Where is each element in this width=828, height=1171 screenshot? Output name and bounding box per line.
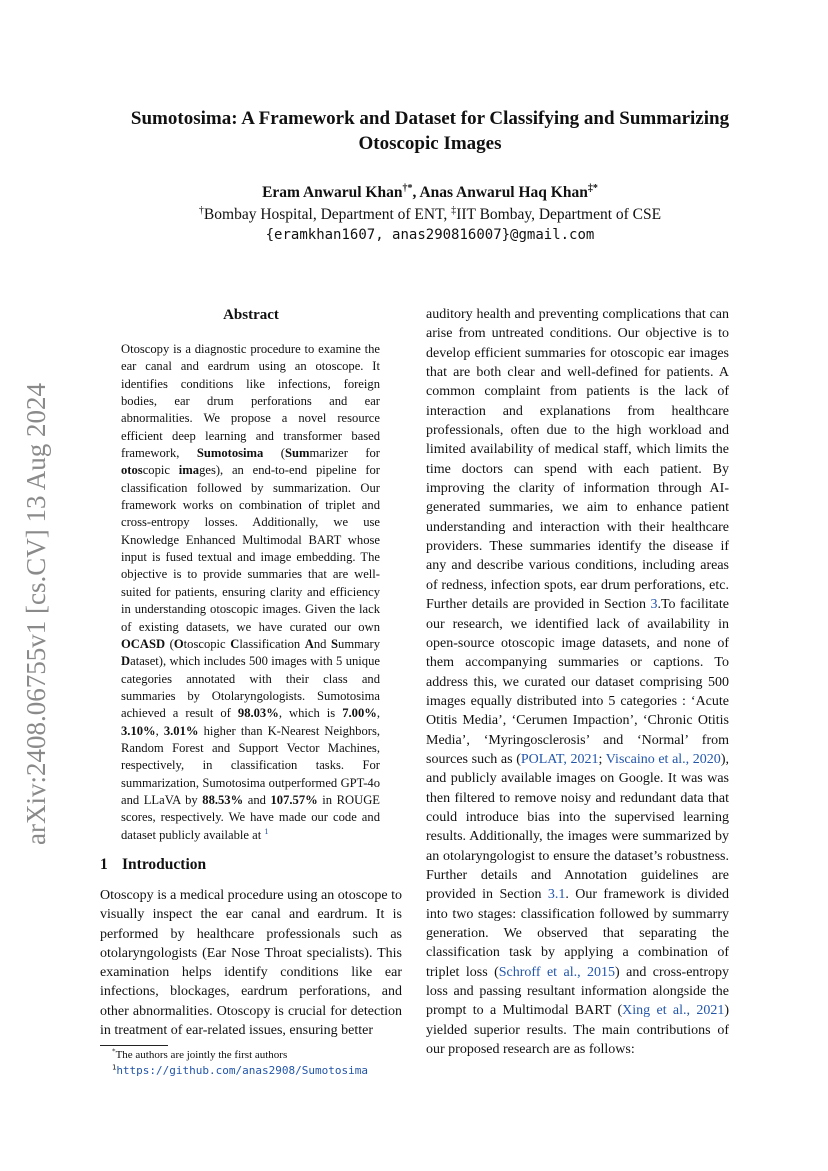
section-3-1-link[interactable]: 3.1 xyxy=(547,887,566,903)
affil-2: IIT Bombay, Department of CSE xyxy=(456,206,662,223)
affiliations xyxy=(80,206,780,224)
affil-1: Bombay Hospital, Department of ENT, xyxy=(203,206,452,223)
section-number: 1 xyxy=(100,856,108,873)
abstract-body: Otoscopy is a diagnostic procedure to examine the ear canal and eardrum using an otoscope. It identifies conditions like infections, foreign bodies, ear drum perforations and ear abnormalities. We propose a novel resource efficient deep learning and transformer based framework, Sumotosima (Summarizer for otoscopic images), an end-to-end pipeline for classification followed by summarization. Our framework works on combination of triplet and cross-entropy losses. Additionally, we use Knowledge Enhanced Multimodal BART whose input is fused textual and image embedding. The objective is to provide summaries that are well-suited for patients, ensuring clarity and efficiency in understanding otoscopic images. Given the lack of existing datasets, we have curated our own OCASD (Otoscopic Classification And Summary Dataset), which includes 500 images with 5 unique categories annotated with their class and summaries by Otolaryngologists. Sumotosima achieved a result of 98.03%, which is 7.00%, 3.10%, 3.01% higher than K-Nearest Neighbors, Random Forest and Support Vector Machines, respectively, in classification tasks. For summarization, Sumotosima outperformed GPT-4o and LLaVA by 88.53% and 107.57% in ROUGE scores, respectively. We have made our code and dataset publicly available at $^1$ xyxy=(121,342,381,842)
footnote-divider xyxy=(100,1045,168,1046)
section-3-link[interactable]: 3 xyxy=(650,597,658,613)
paper-title xyxy=(80,106,780,156)
affil-1-mark: † xyxy=(198,204,204,216)
footnote-1-link[interactable]: 1 xyxy=(264,826,269,836)
section-title: Introduction xyxy=(122,856,207,873)
citation-xing[interactable]: Xing et al., 2021 xyxy=(622,1003,725,1019)
arxiv-identifier-stamp: arXiv:2408.06755v1 [cs.CV] 13 Aug 2024 xyxy=(21,383,51,845)
title-line-2: Otoscopic Images xyxy=(358,133,502,154)
author-separator: , xyxy=(412,184,420,201)
author-emails: {eramkhan1607, anas290816007}@gmail.com xyxy=(265,227,595,243)
footnote-authors: *The authors are jointly the first authors xyxy=(112,1047,288,1061)
author-2-mark: ‡* xyxy=(587,182,598,194)
affil-2-mark: ‡ xyxy=(451,204,457,216)
right-column-text: auditory health and preventing complications that can arise from untreated conditions. Our objective is to develop efficient summaries for otoscopic ear images that are both clear and well-defined for patients. A common complaint from patients is the lack of interaction and explanations from healthcare professionals, often due to the high workload and limited availability of medical staff, which limits the time doctors can spend with each patient. By improving the clarity of information through AI-generated summaries, we aim to enhance patient understanding and interaction with their healthcare providers. These summaries identify the disease if any and describe various conditions, including areas of redness, infection spots, ear drum perforations, etc. Further details are provided in Section 3.To facilitate our research, we identified lack of availability in open-source otoscopic image datasets, and none of them accompanying summaries or captions. To address this, we curated our dataset comprising 500 images equally distributed into 5 categories : ‘Acute Otitis Media’, ‘Cerumen Impaction’, ‘Chronic Otitis Media’, ‘Myringosclerosis’ and ‘Normal’ from sources such as (POLAT, 2021; Viscaino et al., 2020), and publicly available images on Google. It was was then filtered to remove noisy and redundant data that could introduce bias into the supervised learning results. Additionally, the images were summarized by an otolaryngologist to ensure the dataset’s robustness. Further details and Annotation guidelines are provided in Section 3.1. Our framework is divided into two stages: classification followed by summarry generation. We observed that separating the classification task by applying a combination of triplet loss (Schroff et al., 2015) and cross-entropy loss and passing resultant information alongside the prompt to a Multimodal BART (Xing et al., 2021) yielded superior results. The main contributions of our proposed research are as follows: xyxy=(426,307,730,1058)
footnote-code-url[interactable]: $^1$https://github.com/anas2908/Sumotosima xyxy=(112,1062,368,1077)
author-2: Anas Anwarul Haq Khan xyxy=(419,184,588,201)
author-1: Eram Anwarul Khan xyxy=(262,184,403,201)
introduction-paragraph: Otoscopy is a medical procedure using an otoscope to visually inspect the ear canal and eardrum. It is performed by healthcare professionals such as otolaryngologists (Ear Nose Throat specialists). This examination helps identify conditions like ear infections, blockages, eardrum perforations, and other abnormalities. Otoscopy is crucial for detection in treatment of ear-related issues, ensuring better xyxy=(100,888,402,1039)
citation-schroff[interactable]: Schroff et al., 2015 xyxy=(498,964,616,980)
section-heading-introduction xyxy=(100,856,206,874)
author-1-mark: †* xyxy=(402,182,413,194)
citation-polat[interactable]: POLAT, 2021 xyxy=(520,751,599,767)
citation-viscaino[interactable]: Viscaino et al., 2020 xyxy=(605,751,721,767)
title-line-1: Sumotosima: A Framework and Dataset for Classifying and Summarizing xyxy=(130,108,730,129)
author-list xyxy=(80,184,780,202)
abstract-heading: Abstract xyxy=(223,307,279,323)
